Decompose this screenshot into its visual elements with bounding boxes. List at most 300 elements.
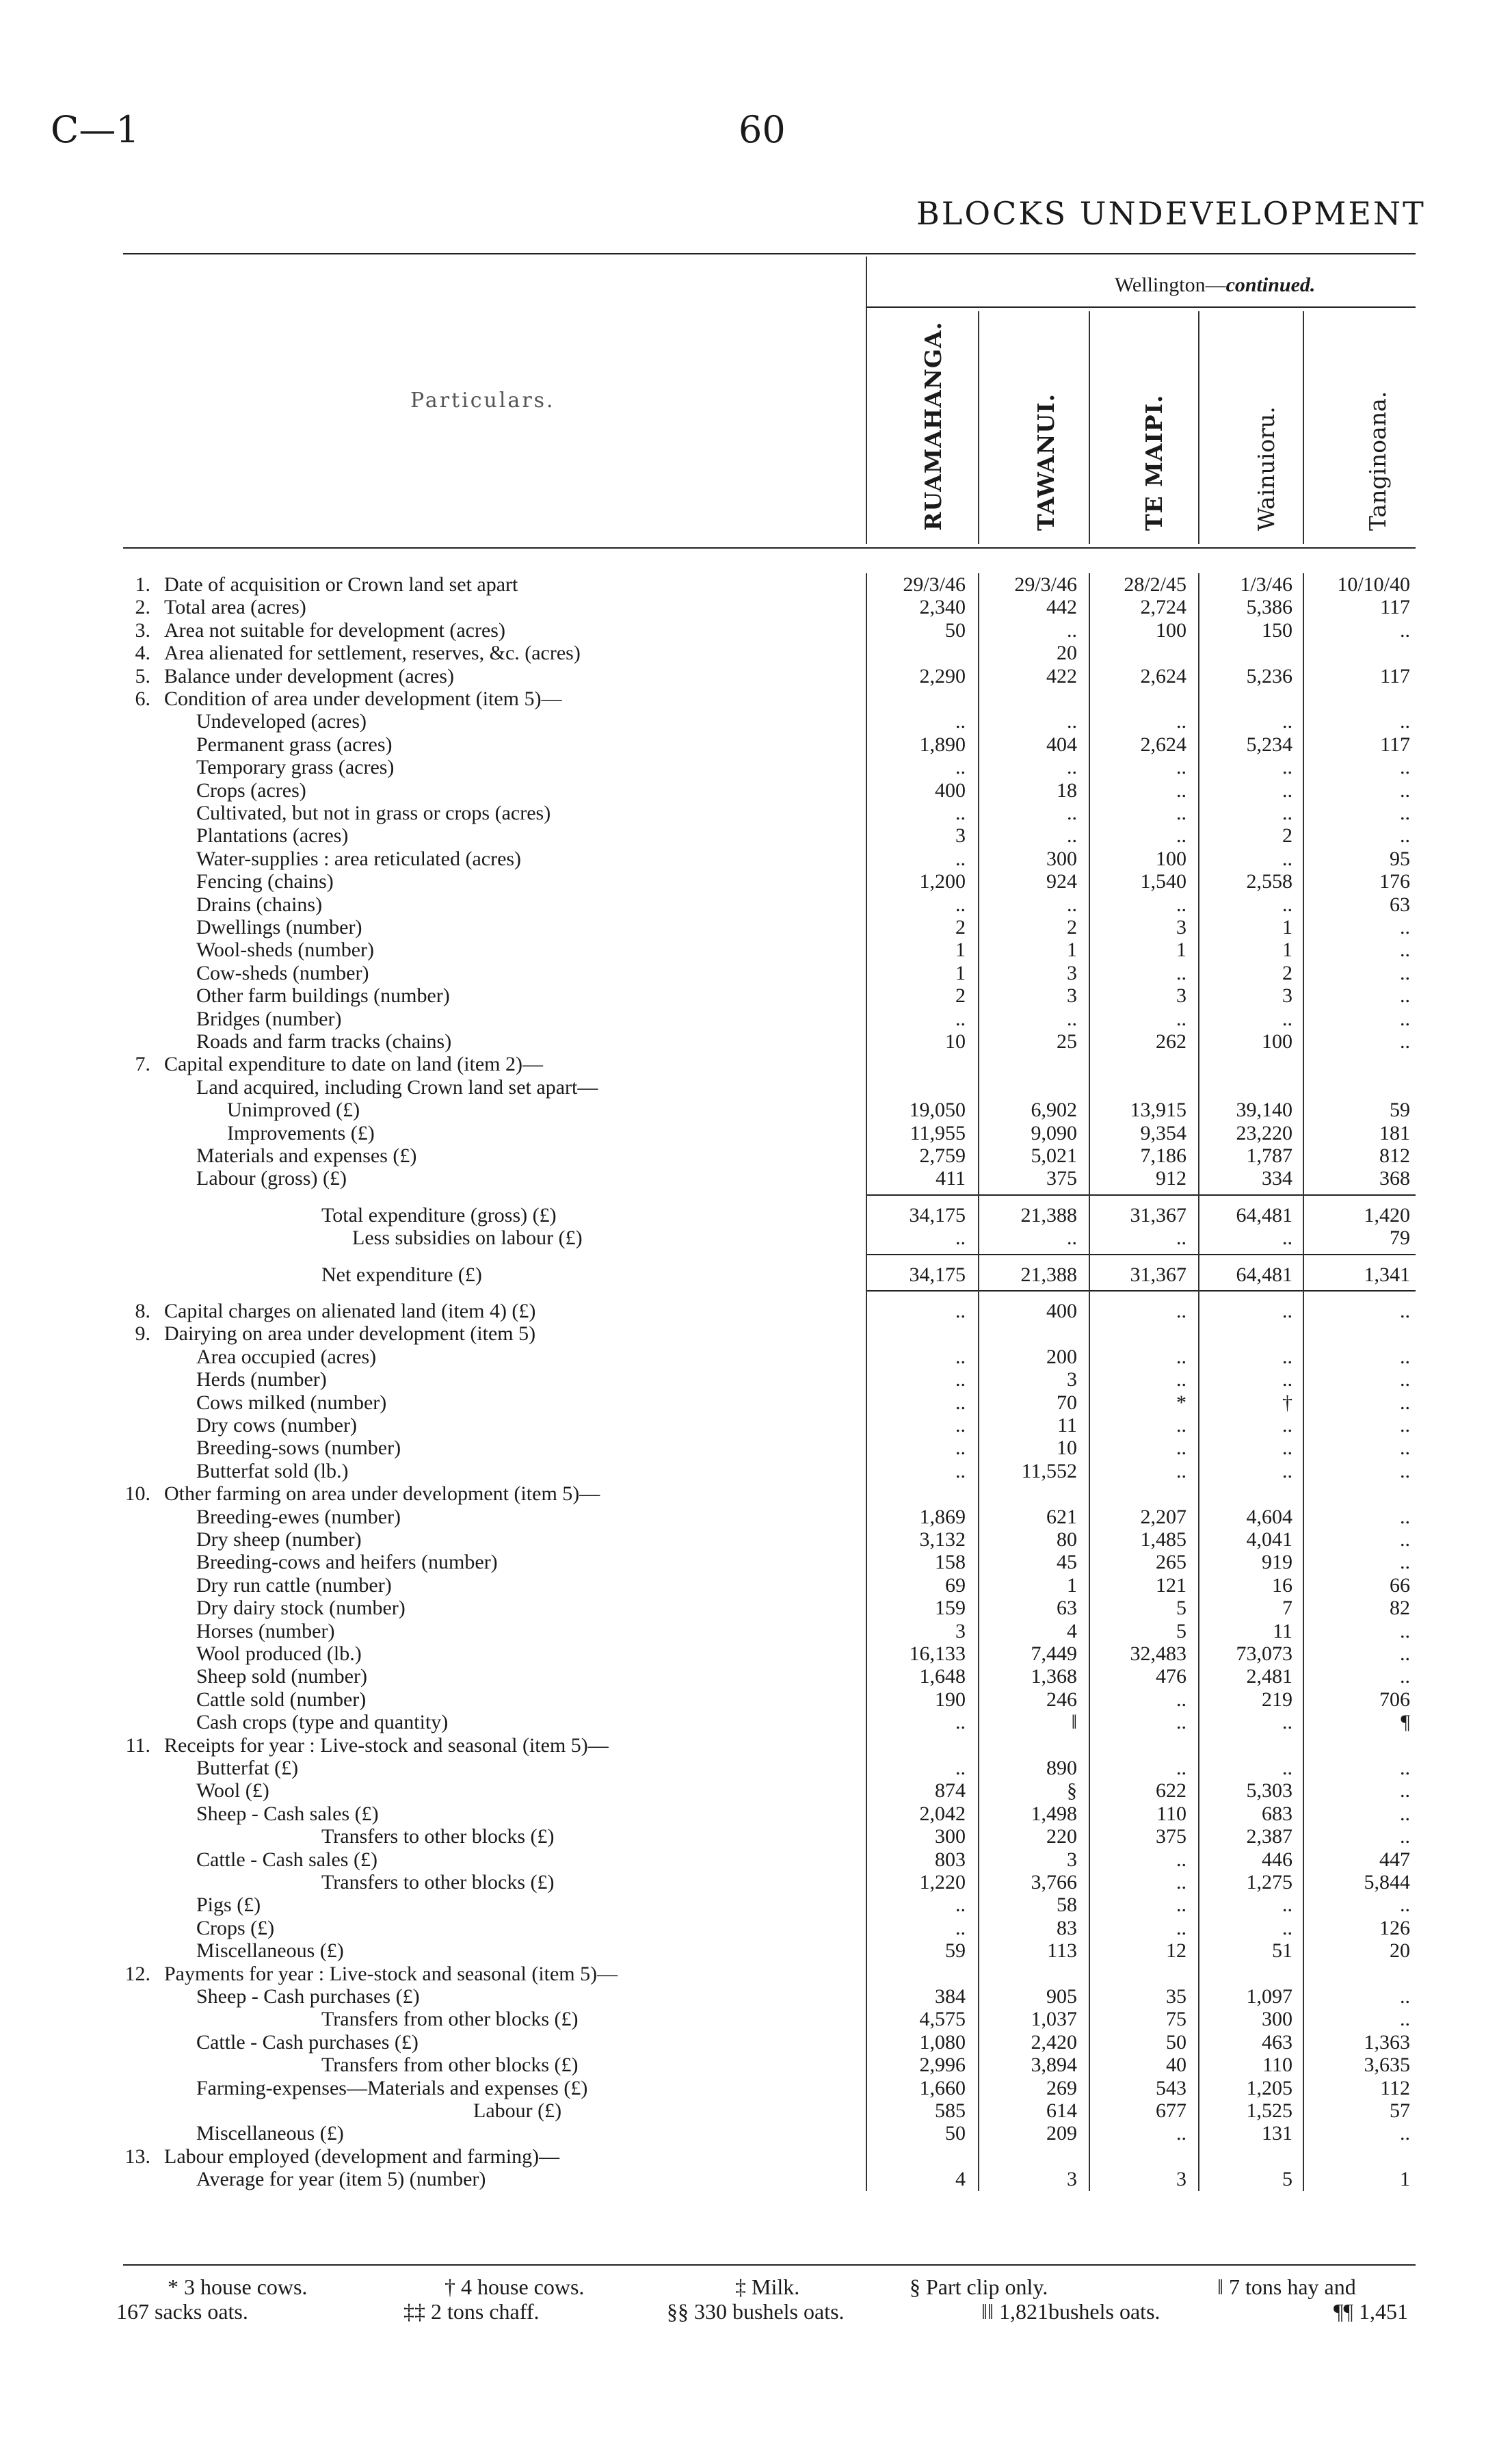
cell-value: 400 (1046, 1300, 1077, 1322)
table-row (0, 1053, 1512, 1075)
cell-value: 11,955 (910, 1121, 966, 1144)
cell-value: .. (1282, 710, 1292, 733)
cell-value: 64,481 (1236, 1203, 1292, 1227)
cell-value: 683 (1262, 1802, 1292, 1825)
cell-value: .. (1282, 1368, 1292, 1391)
row-label: Capital charges on alienated land (item 4) (£) (164, 1300, 536, 1322)
row-label: Payments for year : Live-stock and seasonal (item 5)— (164, 1962, 618, 1985)
row-label: Dry dairy stock (number) (196, 1597, 406, 1620)
cell-value: 2 (955, 984, 966, 1008)
cell-value: § (1067, 1779, 1077, 1803)
cell-value: 1,787 (1246, 1144, 1292, 1167)
totals-rule (866, 1254, 1416, 1255)
row-label: Cultivated, but not in grass or crops (acres) (196, 802, 551, 824)
cell-value: 3,894 (1031, 2054, 1077, 2077)
table-row (0, 1985, 1512, 2008)
row-label: Cash crops (type and quantity) (196, 1711, 449, 1734)
table-row (0, 1642, 1512, 1665)
column-heading: RUAMAHANGA. (920, 321, 946, 531)
cell-value: .. (1282, 1459, 1292, 1482)
cell-value: .. (1176, 1414, 1186, 1437)
cell-value: 334 (1262, 1167, 1292, 1190)
cell-value: 2,290 (919, 664, 966, 687)
footnote: ‖‖ 1,821bushels oats. (981, 2299, 1160, 2324)
cell-value: 375 (1046, 1167, 1077, 1190)
table-row (0, 687, 1512, 710)
cell-value: 117 (1380, 733, 1410, 756)
cell-value: 150 (1262, 618, 1292, 642)
cell-value: 1,363 (1364, 2030, 1410, 2054)
cell-value: 21,388 (1020, 1263, 1077, 1286)
cell-value: 1,275 (1246, 1871, 1292, 1893)
row-label: Unimproved (£) (227, 1099, 360, 1122)
table-row (0, 939, 1512, 961)
cell-value: 190 (935, 1688, 966, 1711)
cell-value: 112 (1380, 2076, 1410, 2099)
cell-value: 9,354 (1140, 1121, 1186, 1144)
cell-value: 66 (1390, 1573, 1410, 1597)
cell-value: 1,890 (919, 733, 966, 756)
cell-value: .. (955, 802, 966, 824)
item-number: 5. (135, 664, 150, 687)
cell-value: 113 (1047, 1939, 1077, 1963)
row-label: Date of acquisition or Crown land set apart (164, 573, 518, 596)
cell-value: 5,234 (1246, 733, 1292, 756)
cell-value: 32,483 (1130, 1642, 1186, 1665)
table-row (0, 756, 1512, 778)
row-label: Miscellaneous (£) (196, 1939, 344, 1963)
cell-value: ‖ (1071, 1711, 1077, 1734)
cell-value: .. (1176, 1893, 1186, 1917)
cell-value: .. (1400, 1757, 1410, 1779)
cell-value: 262 (1156, 1030, 1186, 1053)
cell-value: 7,186 (1140, 1144, 1186, 1167)
row-label: Cow-sheds (number) (196, 961, 369, 984)
table-row (0, 2008, 1512, 2030)
cell-value: .. (1400, 961, 1410, 984)
totals-rule (866, 1194, 1416, 1196)
table-row (0, 1711, 1512, 1733)
cell-value: 1 (1176, 939, 1186, 962)
row-label: Dry run cattle (number) (196, 1573, 392, 1597)
table-row (0, 1665, 1512, 1688)
cell-value: .. (1400, 1345, 1410, 1368)
cell-value: .. (1400, 1619, 1410, 1642)
column-heading: Tanginoana. (1364, 391, 1391, 531)
page-title: BLOCKS UNDEVELOPMENT (916, 195, 1426, 232)
row-label: Dwellings (number) (196, 916, 362, 939)
totals-rule (866, 1290, 1416, 1292)
cell-value: .. (955, 1345, 966, 1368)
cell-value: 19,050 (909, 1099, 966, 1122)
particulars-heading: Particulars. (410, 389, 555, 412)
cell-value: .. (1282, 1711, 1292, 1734)
table-row (0, 1803, 1512, 1825)
column-heading: Wainuioru. (1253, 406, 1279, 531)
row-label: Wool (£) (196, 1779, 269, 1803)
cell-value: 121 (1156, 1573, 1186, 1597)
cell-value: .. (955, 1893, 966, 1917)
cell-value: 51 (1272, 1939, 1292, 1963)
cell-value: .. (1282, 1345, 1292, 1368)
cell-value: .. (1282, 1007, 1292, 1030)
row-label: Transfers from other blocks (£) (321, 2054, 579, 2077)
row-label: Temporary grass (acres) (196, 756, 395, 779)
cell-value: 677 (1156, 2099, 1186, 2122)
table-row (0, 573, 1512, 596)
cell-value: * (1176, 1391, 1186, 1414)
item-number: 9. (135, 1322, 150, 1346)
row-label: Wool-sheds (number) (196, 939, 375, 962)
row-label: Cattle - Cash sales (£) (196, 1848, 377, 1871)
item-number: 2. (135, 596, 150, 619)
cell-value: .. (1400, 1528, 1410, 1551)
cell-value: .. (955, 1391, 966, 1414)
table-row (0, 2145, 1512, 2168)
cell-value: 31,367 (1130, 1203, 1186, 1227)
row-label: Dry sheep (number) (196, 1528, 362, 1551)
cell-value: 79 (1390, 1227, 1410, 1250)
table-row (0, 1482, 1512, 1505)
table-row (0, 1917, 1512, 1939)
cell-value: ¶ (1401, 1711, 1410, 1734)
document-code: C—1 (51, 108, 140, 151)
cell-value: 131 (1262, 2122, 1292, 2145)
item-number: 6. (135, 687, 150, 710)
cell-value: .. (1176, 1757, 1186, 1779)
cell-value: 874 (935, 1779, 966, 1803)
column-divider (866, 257, 867, 544)
table-row (0, 1597, 1512, 1619)
cell-value: .. (1176, 961, 1186, 984)
cell-value: 1 (955, 939, 966, 962)
row-label: Balance under development (acres) (164, 664, 454, 687)
cell-value: 59 (945, 1939, 966, 1963)
row-label: Dairying on area under development (item 5) (164, 1322, 536, 1346)
cell-value: 1/3/46 (1240, 573, 1292, 596)
table-row (0, 2168, 1512, 2190)
item-number: 10. (124, 1482, 150, 1506)
cell-value: 7,449 (1031, 1642, 1077, 1665)
cell-value: 75 (1166, 2008, 1186, 2031)
table-row (0, 1848, 1512, 1871)
table-row (0, 1460, 1512, 1482)
top-rule (123, 253, 1416, 254)
cell-value: 1,368 (1031, 1665, 1077, 1688)
cell-value: 220 (1046, 1825, 1077, 1848)
footnote: ¶¶ 1,451 (1334, 2299, 1408, 2324)
cell-value: 2,759 (919, 1144, 966, 1167)
cell-value: .. (1176, 1848, 1186, 1871)
table-row (0, 710, 1512, 733)
cell-value: 10/10/40 (1337, 573, 1410, 596)
cell-value: 70 (1057, 1391, 1077, 1414)
cell-value: 4,041 (1246, 1528, 1292, 1551)
table-row (0, 1963, 1512, 1985)
table-row (0, 1368, 1512, 1391)
cell-value: 2,624 (1140, 733, 1186, 756)
cell-value: 4,575 (919, 2008, 966, 2031)
row-label: Capital expenditure to date on land (item 2)— (164, 1053, 544, 1076)
cell-value: 812 (1379, 1144, 1410, 1167)
cell-value: 1 (1067, 1573, 1077, 1597)
cell-value: .. (1176, 778, 1186, 802)
cell-value: 1,660 (919, 2076, 966, 2099)
cell-value: 1,648 (919, 1665, 966, 1688)
row-label: Other farm buildings (number) (196, 984, 450, 1008)
cell-value: 1 (1400, 2168, 1410, 2191)
row-label: Condition of area under development (item 5)— (164, 687, 562, 710)
cell-value: 1,220 (919, 1871, 966, 1893)
cell-value: .. (1400, 710, 1410, 733)
cell-value: .. (1176, 1916, 1186, 1939)
cell-value: 585 (935, 2099, 966, 2122)
table-row (0, 2031, 1512, 2054)
cell-value: 3 (1067, 984, 1077, 1008)
cell-value: 110 (1262, 2054, 1292, 2077)
item-number: 11. (125, 1733, 150, 1757)
footnote: ‡‡ 2 tons chaff. (403, 2299, 540, 2324)
cell-value: 29/3/46 (1014, 573, 1077, 596)
footnote: ‖ 7 tons hay and (1217, 2275, 1356, 2299)
cell-value: .. (1176, 802, 1186, 824)
table-row (0, 1757, 1512, 1779)
row-label: Herds (number) (196, 1368, 327, 1391)
cell-value: 3 (1176, 984, 1186, 1008)
cell-value: 3 (1176, 916, 1186, 939)
cell-value: .. (1176, 1368, 1186, 1391)
row-label: Labour (£) (473, 2099, 562, 2122)
cell-value: .. (1282, 1757, 1292, 1779)
cell-value: 905 (1046, 1985, 1077, 2008)
row-label: Transfers from other blocks (£) (321, 2008, 579, 2031)
cell-value: .. (1176, 1007, 1186, 1030)
region-rule (866, 306, 1416, 308)
cell-value: 3 (1282, 984, 1292, 1008)
cell-value: .. (1176, 1345, 1186, 1368)
cell-value: .. (1176, 824, 1186, 848)
cell-value: .. (1067, 1007, 1077, 1030)
column-divider (1089, 311, 1090, 544)
cell-value: 2,420 (1031, 2030, 1077, 2054)
table-row (0, 962, 1512, 984)
table-row (0, 1322, 1512, 1345)
cell-value: .. (1176, 1711, 1186, 1734)
cell-value: 50 (1166, 2030, 1186, 2054)
cell-value: 5,303 (1246, 1779, 1292, 1803)
cell-value: 2,387 (1246, 1825, 1292, 1848)
cell-value: 2,996 (919, 2054, 966, 2077)
cell-value: 181 (1379, 1121, 1410, 1144)
table-row (0, 916, 1512, 939)
item-number: 13. (124, 2145, 150, 2168)
table-row (0, 1030, 1512, 1053)
column-divider (978, 573, 979, 2191)
cell-value: 400 (935, 778, 966, 802)
cell-value: .. (1282, 1893, 1292, 1917)
row-label: Horses (number) (196, 1619, 335, 1642)
row-label: Cattle sold (number) (196, 1688, 367, 1711)
cell-value: 5 (1282, 2168, 1292, 2191)
cell-value: 300 (935, 1825, 966, 1848)
cell-value: .. (955, 1300, 966, 1322)
cell-value: 63 (1390, 893, 1410, 916)
table-row (0, 870, 1512, 893)
cell-value: 16 (1272, 1573, 1292, 1597)
table-row (0, 2099, 1512, 2122)
row-label: Labour employed (development and farming)— (164, 2145, 560, 2168)
cell-value: .. (955, 847, 966, 870)
row-label: Other farming on area under development (item 5)— (164, 1482, 600, 1506)
cell-value: 1,498 (1031, 1802, 1077, 1825)
cell-value: 368 (1379, 1167, 1410, 1190)
cell-value: .. (1176, 1300, 1186, 1322)
cell-value: .. (1176, 893, 1186, 916)
cell-value: 1 (1282, 939, 1292, 962)
table-row (0, 1620, 1512, 1642)
cell-value: 117 (1380, 664, 1410, 687)
cell-value: 82 (1390, 1597, 1410, 1620)
region-continued: continued. (1225, 274, 1316, 296)
column-divider (866, 573, 867, 2191)
cell-value: 1 (955, 961, 966, 984)
cell-value: .. (1067, 824, 1077, 848)
cell-value: .. (1400, 1642, 1410, 1665)
row-label: Butterfat sold (lb.) (196, 1459, 349, 1482)
cell-value: .. (1400, 1802, 1410, 1825)
cell-value: .. (1400, 1825, 1410, 1848)
cell-value: 28/2/45 (1124, 573, 1186, 596)
cell-value: .. (1400, 916, 1410, 939)
row-label: Cattle - Cash purchases (£) (196, 2030, 419, 2054)
cell-value: 4 (1067, 1619, 1077, 1642)
table-row (0, 733, 1512, 756)
cell-value: .. (1282, 756, 1292, 779)
cell-value: 80 (1057, 1528, 1077, 1551)
table-row (0, 1167, 1512, 1190)
row-label: Farming-expenses—Materials and expenses (£) (196, 2076, 588, 2099)
cell-value: 63 (1057, 1597, 1077, 1620)
cell-value: 57 (1390, 2099, 1410, 2122)
cell-value: .. (1400, 2122, 1410, 2145)
cell-value: .. (1176, 1688, 1186, 1711)
cell-value: .. (1400, 939, 1410, 962)
cell-value: † (1282, 1391, 1292, 1414)
cell-value: 11 (1057, 1414, 1077, 1437)
cell-value: .. (1176, 1459, 1186, 1482)
cell-value: .. (955, 1368, 966, 1391)
row-label: Transfers to other blocks (£) (321, 1825, 555, 1848)
table-row (0, 1825, 1512, 1848)
column-divider (1303, 573, 1304, 2191)
row-label: Crops (acres) (196, 778, 306, 802)
cell-value: .. (1400, 1459, 1410, 1482)
cell-value: 58 (1057, 1893, 1077, 1917)
table-row (0, 1300, 1512, 1322)
cell-value: 543 (1156, 2076, 1186, 2099)
cell-value: 1,080 (919, 2030, 966, 2054)
row-label: Less subsidies on labour (£) (352, 1227, 583, 1250)
cell-value: .. (1400, 1391, 1410, 1414)
cell-value: .. (955, 1414, 966, 1437)
row-label: Undeveloped (acres) (196, 710, 367, 733)
cell-value: .. (1400, 2008, 1410, 2031)
cell-value: 2,042 (919, 1802, 966, 1825)
cell-value: 219 (1262, 1688, 1292, 1711)
cell-value: .. (1067, 1227, 1077, 1250)
cell-value: 29/3/46 (903, 573, 966, 596)
cell-value: .. (1400, 984, 1410, 1008)
table-row (0, 1076, 1512, 1099)
item-number: 8. (135, 1300, 150, 1322)
table-row (0, 1779, 1512, 1802)
cell-value: 476 (1156, 1665, 1186, 1688)
table-row (0, 1437, 1512, 1459)
item-number: 12. (124, 1962, 150, 1985)
cell-value: 20 (1057, 642, 1077, 665)
cell-value: .. (1400, 1505, 1410, 1528)
cell-value: .. (1400, 1985, 1410, 2008)
row-label: Labour (gross) (£) (196, 1167, 347, 1190)
cell-value: 200 (1046, 1345, 1077, 1368)
table-row (0, 1144, 1512, 1167)
table-row (0, 1939, 1512, 1962)
cell-value: 1,200 (919, 870, 966, 893)
footnote: § Part clip only. (910, 2275, 1048, 2299)
cell-value: 9,090 (1031, 1121, 1077, 1144)
cell-value: 3,766 (1031, 1871, 1077, 1893)
column-heading: TAWANUI. (1033, 393, 1059, 531)
cell-value: .. (1067, 710, 1077, 733)
table-row (0, 1734, 1512, 1757)
region-heading (1115, 274, 1315, 297)
cell-value: .. (1282, 1916, 1292, 1939)
row-label: Sheep sold (number) (196, 1665, 367, 1688)
row-label: Sheep - Cash sales (£) (196, 1802, 379, 1825)
cell-value: .. (1067, 756, 1077, 779)
cell-value: .. (1176, 756, 1186, 779)
cell-value: 35 (1166, 1985, 1186, 2008)
cell-value: .. (1067, 802, 1077, 824)
cell-value: 411 (936, 1167, 966, 1190)
cell-value: .. (1400, 1300, 1410, 1322)
cell-value: 375 (1156, 1825, 1186, 1848)
row-label: Transfers to other blocks (£) (321, 1871, 555, 1893)
cell-value: 4,604 (1246, 1505, 1292, 1528)
table-row (0, 984, 1512, 1007)
cell-value: .. (1400, 1665, 1410, 1688)
cell-value: 10 (945, 1030, 966, 1053)
cell-value: 158 (935, 1551, 966, 1574)
cell-value: 2,724 (1140, 596, 1186, 619)
footnote: † 4 house cows. (445, 2275, 585, 2299)
cell-value: .. (1176, 1871, 1186, 1893)
cell-value: 1,420 (1364, 1203, 1410, 1227)
row-label: Water-supplies : area reticulated (acres) (196, 847, 522, 870)
cell-value: 2,481 (1246, 1665, 1292, 1688)
cell-value: 300 (1262, 2008, 1292, 2031)
cell-value: 126 (1379, 1916, 1410, 1939)
cell-value: .. (955, 1007, 966, 1030)
cell-value: 2,207 (1140, 1505, 1186, 1528)
cell-value: 2 (1282, 824, 1292, 848)
cell-value: .. (955, 1916, 966, 1939)
cell-value: 45 (1057, 1551, 1077, 1574)
cell-value: 5,386 (1246, 596, 1292, 619)
row-label: Total area (acres) (164, 596, 306, 619)
cell-value: 2 (1067, 916, 1077, 939)
row-label: Total expenditure (gross) (£) (321, 1203, 557, 1227)
